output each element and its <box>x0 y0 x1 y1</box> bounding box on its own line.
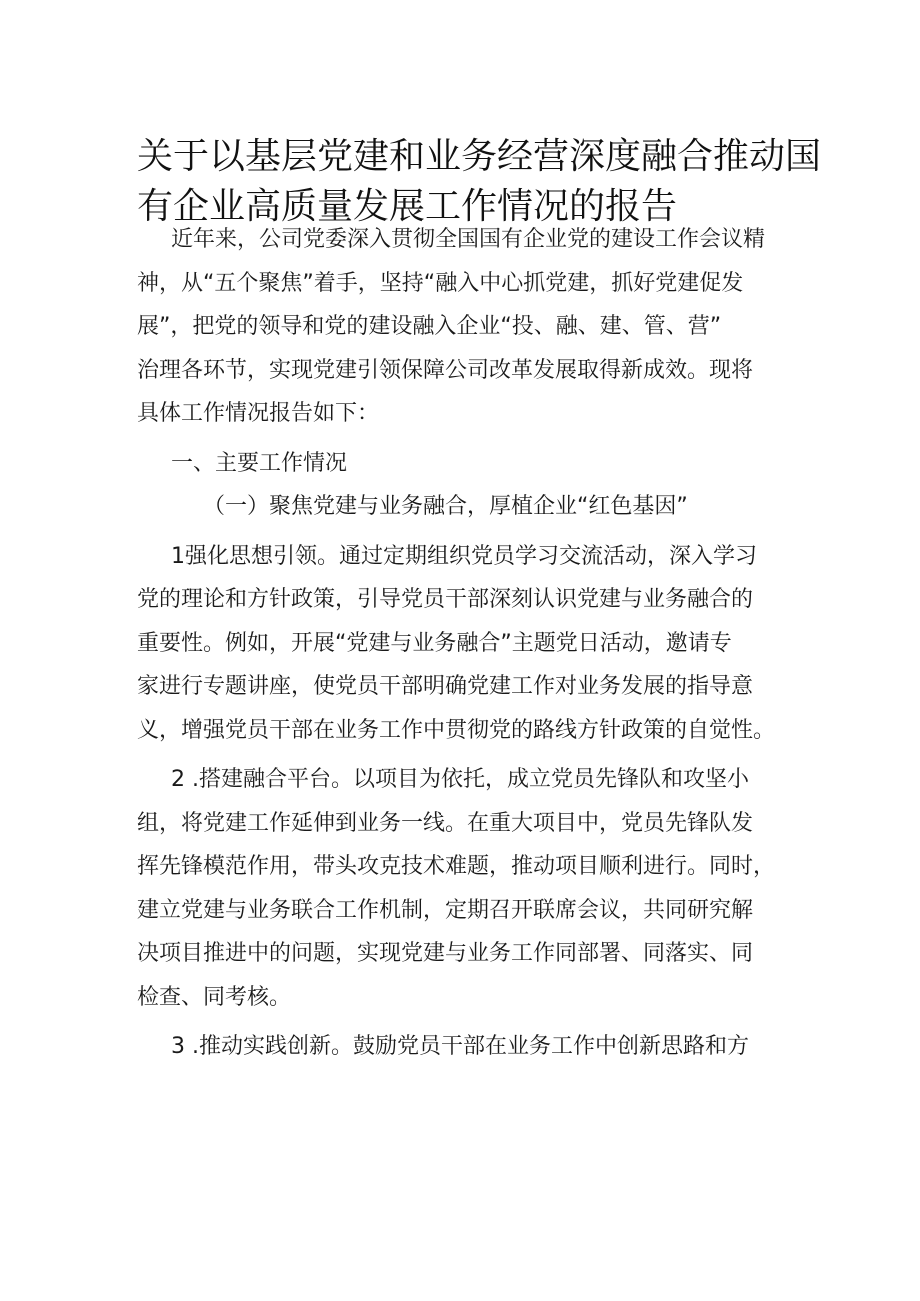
paragraph-line: 家进行专题讲座，使党员干部明确党建工作对业务发展的指导意 <box>137 674 754 699</box>
item-2-paragraph <box>137 758 797 1019</box>
paragraph-line: 党的理论和方针政策，引导党员干部深刻认识党建与业务融合的 <box>137 587 754 612</box>
item-3-paragraph <box>137 1025 797 1069</box>
subsection-heading: （一）聚焦党建与业务融合，厚植企业“红色基因” <box>203 494 688 519</box>
paragraph-line: 2 .搭建融合平台。以项目为依托，成立党员先锋队和攻坚小 <box>171 767 749 792</box>
paragraph-line: 建立党建与业务联合工作机制，定期召开联席会议，共同研究解 <box>137 897 754 923</box>
paragraph-line: 挥先锋模范作用，带头攻克技术难题，推动项目顺利进行。同时， <box>137 854 776 879</box>
title-line: 有企业高质量发展工作情况的报告 <box>137 186 678 227</box>
paragraph-line: 组，将党建工作延伸到业务一线。在重大项目中，党员先锋队发 <box>137 810 754 836</box>
section-heading: 一、主要工作情况 <box>171 450 348 476</box>
paragraph-line: 治理各环节，实现党建引领保障公司改革发展取得新成效。现将 <box>137 357 754 383</box>
paragraph-line: 近年来，公司党委深入贯彻全国国有企业党的建设工作会议精 <box>171 227 766 252</box>
document-body <box>137 218 797 1069</box>
paragraph-line: 展”，把党的领导和党的建设融入企业“投、融、建、管、营” <box>137 314 722 339</box>
paragraph-line: 决项目推进中的问题，实现党建与业务工作同部署、同落实、同 <box>137 941 754 966</box>
paragraph-line: 具体工作情况报告如下： <box>137 401 380 426</box>
paragraph-line: 1强化思想引领。通过定期组织党员学习交流活动，深入学习 <box>171 543 757 569</box>
paragraph-line: 神，从“五个聚焦”着手，坚持“融入中心抓党建，抓好党建促发 <box>137 270 744 296</box>
paragraph-line: 3 .推动实践创新。鼓励党员干部在业务工作中创新思路和方 <box>171 1034 749 1059</box>
paragraph-line: 重要性。例如，开展“党建与业务融合”主题党日活动，邀请专 <box>137 630 732 656</box>
intro-paragraph <box>137 218 797 436</box>
title-line: 关于以基层党建和业务经营深度融合推动国 <box>137 136 822 177</box>
paragraph-line: 检查、同考核。 <box>137 984 292 1010</box>
item-1-paragraph <box>137 535 797 753</box>
document-title <box>137 132 822 232</box>
paragraph-line: 义，增强党员干部在业务工作中贯彻党的路线方针政策的自觉性。 <box>137 717 776 743</box>
